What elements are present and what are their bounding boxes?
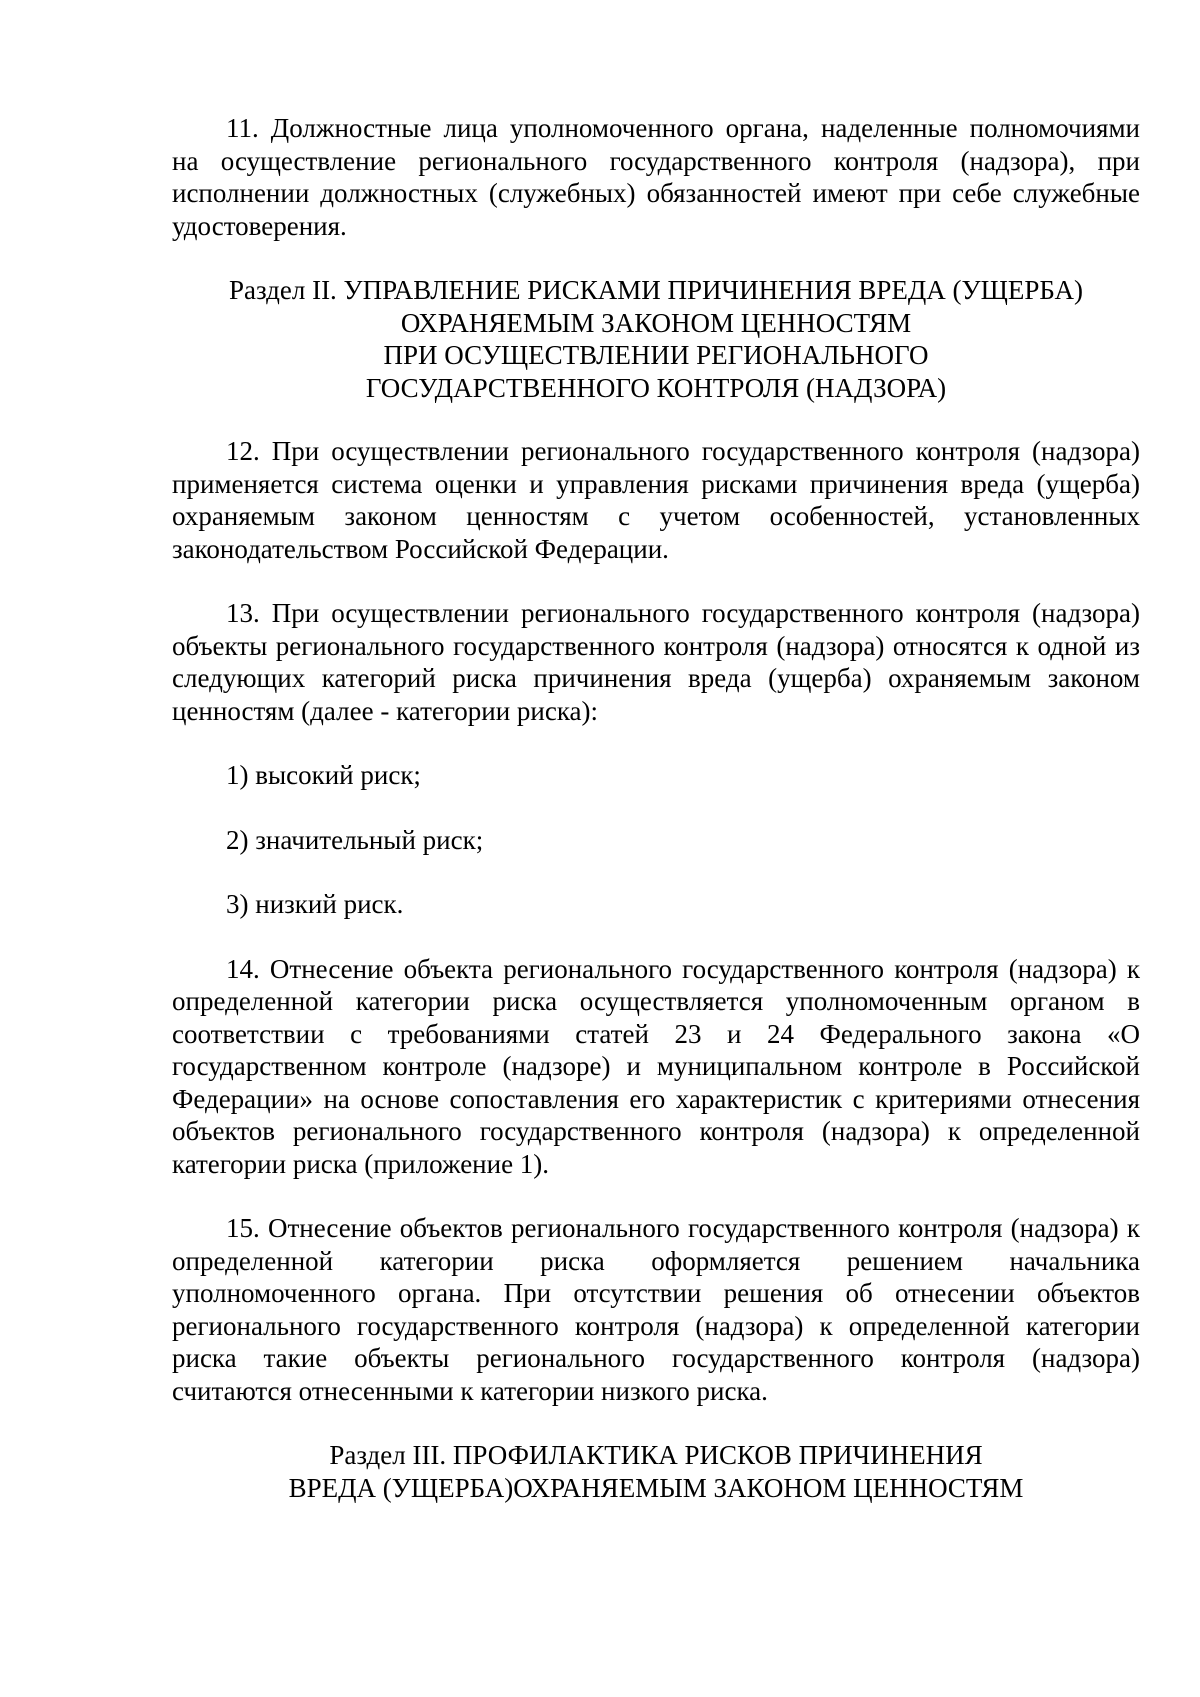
list-item-high-risk: 1) высокий риск; xyxy=(226,760,421,790)
section-3-heading-line: Раздел III. ПРОФИЛАКТИКА РИСКОВ ПРИЧИНЕНИЯ xyxy=(329,1440,983,1470)
list-item-low-risk: 3) низкий риск. xyxy=(226,889,404,919)
list-item-significant-risk: 2) значительный риск; xyxy=(226,824,484,855)
paragraph-12: 12. При осуществлении регионального государственного контроля (надзора) применяется система оценки и управления рисками причинения вреда (ущерба) охраняемым законом ценностям с учетом особенностей, установленных законодательством Российской Федерации. xyxy=(172,436,1140,564)
section-2-heading-line: Раздел II. УПРАВЛЕНИЕ РИСКАМИ ПРИЧИНЕНИЯ ВРЕДА (УЩЕРБА) xyxy=(228,275,1084,305)
section-3-heading-line: ВРЕДА (УЩЕРБА)ОХРАНЯЕМЫМ ЗАКОНОМ ЦЕННОСТЯМ xyxy=(288,1472,1024,1503)
section-2-heading-line: ГОСУДАРСТВЕННОГО КОНТРОЛЯ (НАДЗОРА) xyxy=(365,372,947,403)
paragraph-13: 13. При осуществлении регионального государственного контроля (надзора) объекты регионального государственного контроля (надзора) относятся к одной из следующих категорий риска причинения вреда (ущерба) охраняемым законом ценностям (далее - категории риска): xyxy=(172,598,1140,726)
section-2-heading-line: ПРИ ОСУЩЕСТВЛЕНИИ РЕГИОНАЛЬНОГО xyxy=(383,340,929,370)
section-2-heading-line: ОХРАНЯЕМЫМ ЗАКОНОМ ЦЕННОСТЯМ xyxy=(400,307,912,338)
paragraph-11: 11. Должностные лица уполномоченного органа, наделенные полномочиями на осуществление регионального государственного контроля (надзора), при исполнении должностных (служебных) обязанностей имеют при себе служебные удостоверения. xyxy=(172,113,1140,241)
paragraph-15: 15. Отнесение объектов регионального государственного контроля (надзора) к определенной категории риска оформляется решением начальника уполномоченного органа. При отсутствии решения об отнесении объектов регионального государственного контроля (надзора) к определенной категории риска такие объекты регионального государственного контроля (надзора) считаются отнесенными к категории низкого риска. xyxy=(172,1213,1140,1406)
paragraph-14: 14. Отнесение объекта регионального государственного контроля (надзора) к определенной категории риска осуществляется уполномоченным органом в соответствии с требованиями статей 23 и 24 Федерального закона «О государственном контроле (надзоре) и муниципальном контроле в Российской Федерации» на основе сопоставления его характеристик с критериями отнесения объектов регионального государственного контроля (надзора) к определенной категории риска (приложение 1). xyxy=(172,953,1140,1179)
section-3-heading xyxy=(172,1439,1140,1504)
section-2-heading xyxy=(172,274,1140,404)
document-page xyxy=(172,112,1140,1504)
